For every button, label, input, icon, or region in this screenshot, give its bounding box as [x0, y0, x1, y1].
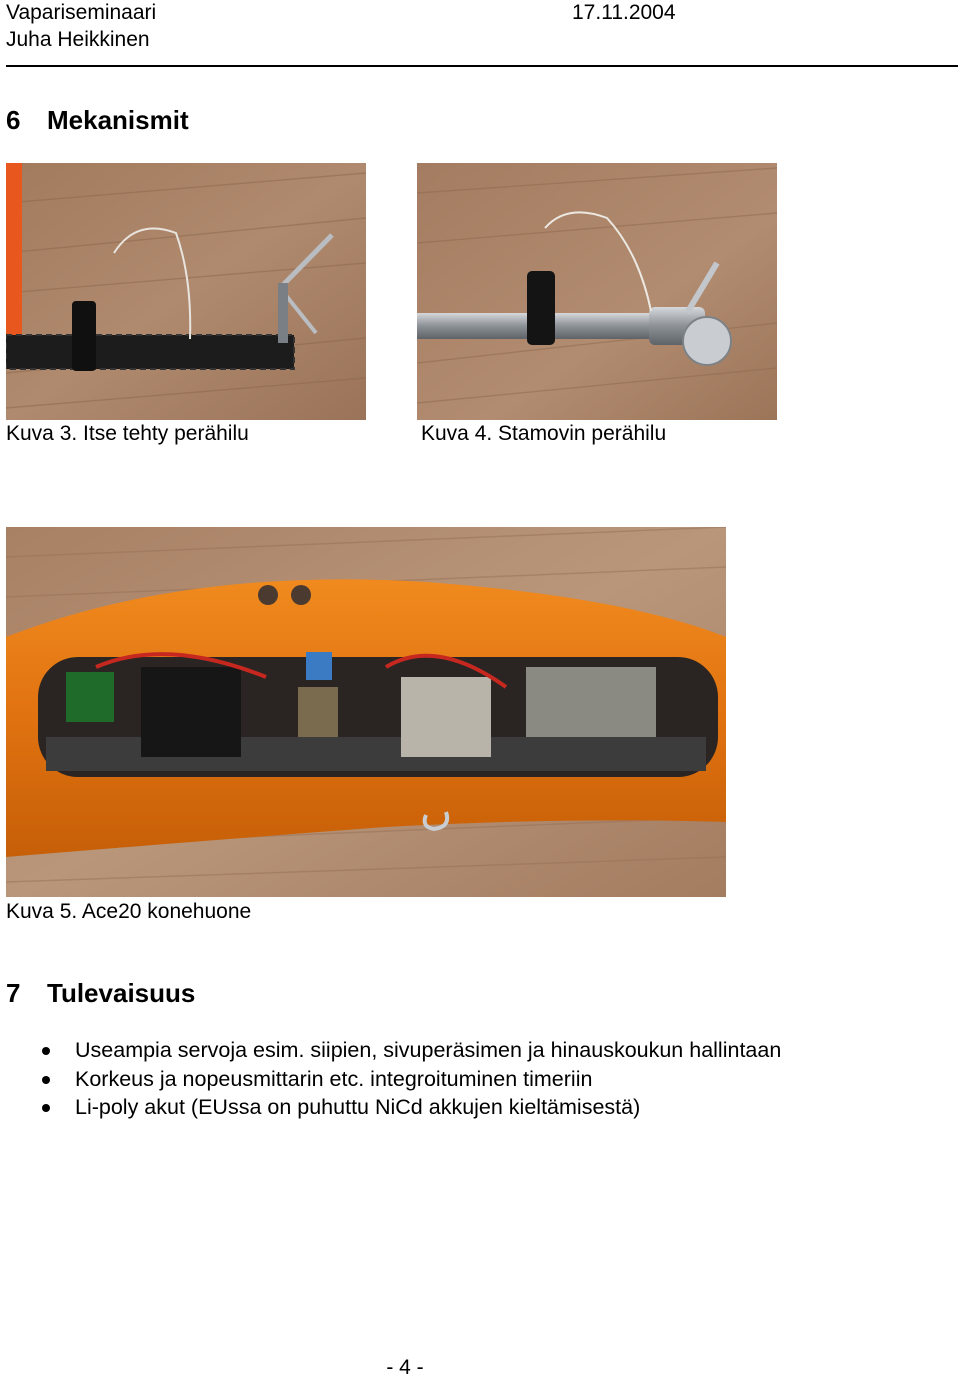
- figure-4-photo: [417, 163, 777, 420]
- section-6-heading: [6, 105, 189, 136]
- list-item-text: Useampia servoja esim. siipien, sivuperäsimen ja hinauskoukun hallintaan: [75, 1038, 782, 1062]
- page-number: - 4 -: [386, 1356, 424, 1379]
- section-number: 7: [6, 978, 21, 1008]
- section-number: 6: [6, 105, 21, 135]
- list-item: [0, 1036, 781, 1065]
- bullet-icon: [42, 1104, 50, 1112]
- figure-4-caption: Kuva 4. Stamovin perähilu: [421, 422, 667, 445]
- header-author: Juha Heikkinen: [6, 28, 150, 51]
- list-item: [0, 1093, 781, 1122]
- section-title: Mekanismit: [47, 105, 189, 135]
- bullet-icon: [42, 1076, 50, 1084]
- section-7-heading: [6, 978, 195, 1009]
- header-title: Vapariseminaari: [6, 1, 157, 24]
- header-date: 17.11.2004: [572, 1, 676, 24]
- list-item: [0, 1065, 781, 1094]
- bullet-icon: [42, 1047, 50, 1055]
- list-item-text: Li-poly akut (EUssa on puhuttu NiCd akkujen kieltämisestä): [75, 1095, 641, 1119]
- figure-5-photo: [6, 527, 726, 897]
- list-item-text: Korkeus ja nopeusmittarin etc. integroituminen timeriin: [75, 1066, 593, 1091]
- figure-3-caption: Kuva 3. Itse tehty perähilu: [6, 422, 249, 445]
- future-list: [0, 1036, 781, 1122]
- figure-5-caption: Kuva 5. Ace20 konehuone: [6, 900, 252, 923]
- header-divider: [6, 65, 958, 67]
- figure-3-photo: [6, 163, 366, 420]
- section-title: Tulevaisuus: [47, 978, 196, 1008]
